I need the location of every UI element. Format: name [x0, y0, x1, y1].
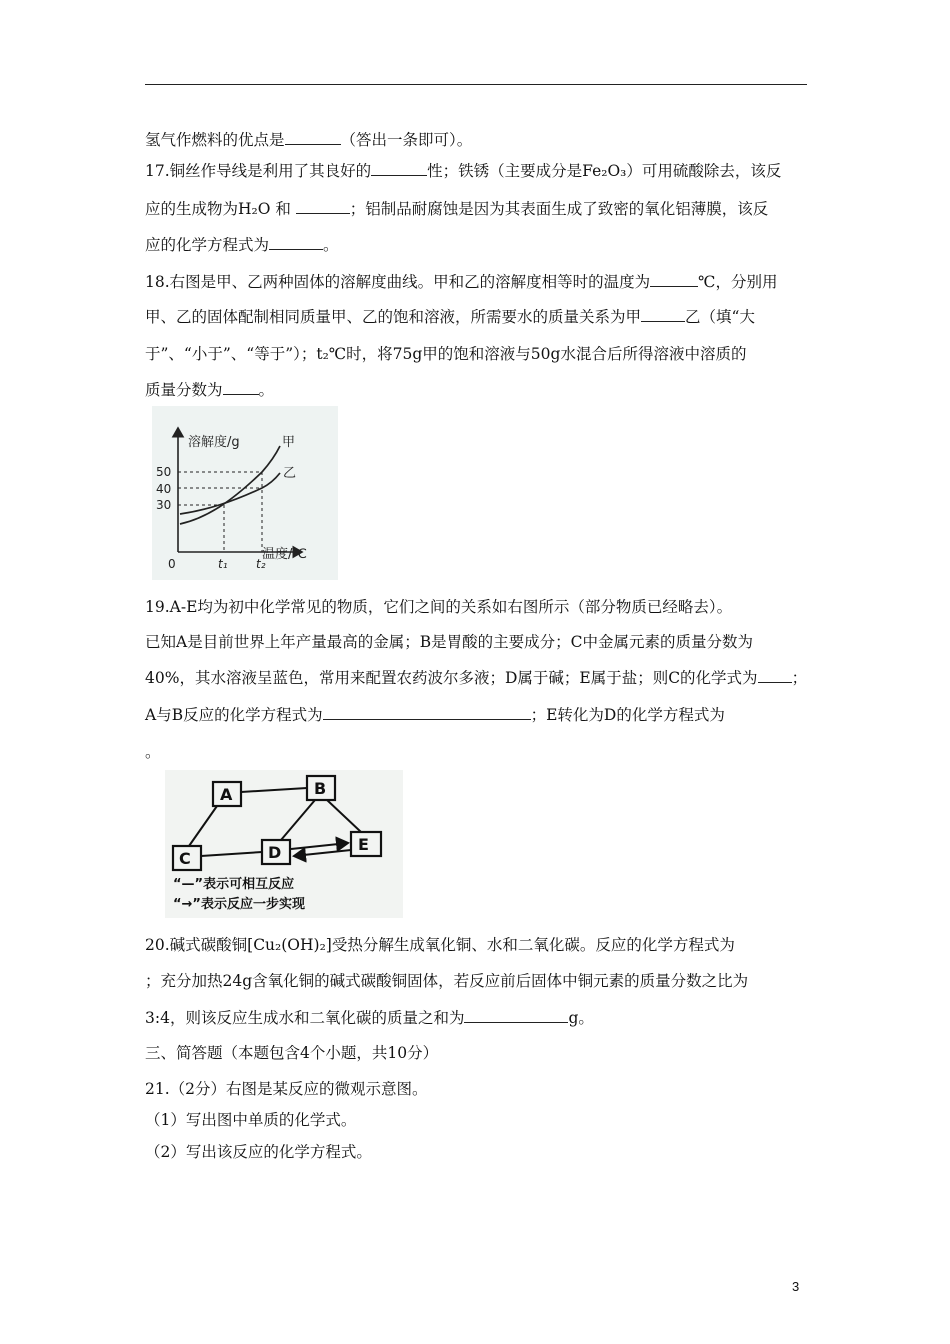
solubility-curve-figure: [152, 406, 338, 580]
y-tick-30: 30: [156, 498, 172, 512]
node-c-label: C: [179, 849, 191, 868]
answer-blank[interactable]: [650, 272, 698, 287]
answer-blank[interactable]: [285, 130, 341, 145]
question-18-line-3: 于”、“小于”、“等于”）；t₂℃时，将75g甲的饱和溶液与50g水混合后所得溶液中溶质的: [145, 345, 747, 363]
question-21-line-3: （2）写出该反应的化学方程式。: [145, 1143, 372, 1161]
question-19-line-5: 。: [145, 743, 161, 761]
answer-blank[interactable]: [223, 380, 259, 395]
node-a-label: A: [220, 785, 233, 804]
page-number: 3: [792, 1279, 800, 1294]
question-18-line-1: 18.右图是甲、乙两种固体的溶解度曲线。甲和乙的溶解度相等时的温度为 ℃，分别用: [145, 273, 778, 291]
y-axis-label: 溶解度/g: [188, 435, 240, 450]
question-19-line-2: 已知A是目前世界上年产量最高的金属；B是胃酸的主要成分；C中金属元素的质量分数为: [145, 633, 753, 651]
node-d-label: D: [268, 843, 282, 862]
question-20-line-2: ；充分加热24g含氧化铜的碱式碳酸铜固体，若反应前后固体中铜元素的质量分数之比为: [145, 972, 749, 990]
arrow-d-to-e: [291, 843, 348, 849]
link-b-e: [327, 800, 361, 832]
node-e-label: E: [358, 835, 369, 854]
series-label-yi: 乙: [283, 466, 297, 481]
question-17-line-3: 应的化学方程式为 。: [145, 236, 339, 254]
relation-diagram-svg: [165, 770, 403, 918]
text-line: 氢气作燃料的优点是 （答出一条即可）。: [145, 131, 473, 149]
link-a-c: [189, 806, 217, 846]
header-rule: [145, 84, 807, 85]
question-18-line-2: 甲、乙的固体配制相同质量甲、乙的饱和溶液，所需要水的质量关系为甲 乙（填“大: [145, 308, 755, 326]
question-19-line-3: 40%，其水溶液呈蓝色，常用来配置农药波尔多液；D属于碱；E属于盐；则C的化学式为 ；: [145, 669, 808, 687]
node-b-label: B: [314, 779, 327, 798]
answer-blank[interactable]: [296, 199, 350, 214]
x-tick-t1: t₁: [218, 557, 228, 571]
question-21-line-2: （1）写出图中单质的化学式。: [145, 1111, 357, 1129]
answer-blank[interactable]: [269, 235, 323, 250]
answer-blank[interactable]: [758, 668, 792, 683]
question-19-line-1: 19.A-E均为初中化学常见的物质，它们之间的关系如右图所示（部分物质已经略去）。: [145, 598, 733, 616]
arrow-e-to-d: [294, 850, 351, 856]
link-c-d: [201, 852, 262, 856]
solubility-curve-svg: [152, 406, 338, 580]
x-axis-label: 温度/℃: [262, 547, 307, 562]
question-19-line-4: A与B反应的化学方程式为 ；E转化为D的化学方程式为: [145, 706, 725, 724]
relation-diagram-figure: [165, 770, 403, 918]
question-20-line-1: 20.碱式碳酸铜[Cu₂(OH)₂]受热分解生成氧化铜、水和二氧化碳。反应的化学方程式为: [145, 936, 735, 954]
legend-arrow-text: “→”表示反应一步实现: [173, 897, 305, 912]
curve-yi: [180, 473, 280, 514]
question-21-line-1: 21.（2分）右图是某反应的微观示意图。: [145, 1080, 428, 1098]
question-18-line-4: 质量分数为 。: [145, 381, 275, 399]
section-3-heading: 三、简答题（本题包含4个小题，共10分）: [145, 1044, 439, 1062]
question-17-line-2: 应的生成物为H₂O 和 ；铝制品耐腐蚀是因为其表面生成了致密的氧化铝薄膜，该反: [145, 200, 769, 218]
link-a-b: [241, 788, 307, 792]
link-b-d: [281, 800, 315, 840]
answer-blank[interactable]: [464, 1008, 568, 1023]
legend-line-text: “—”表示可相互反应: [173, 877, 295, 892]
y-tick-50: 50: [156, 465, 172, 479]
x-tick-t2: t₂: [256, 557, 266, 571]
answer-blank[interactable]: [371, 161, 427, 176]
question-17-line-1: 17.铜丝作导线是利用了其良好的 性；铁锈（主要成分是Fe₂O₃）可用硫酸除去，该反: [145, 162, 782, 180]
answer-blank[interactable]: [323, 705, 531, 720]
answer-blank[interactable]: [641, 307, 685, 322]
y-tick-40: 40: [156, 482, 172, 496]
series-label-jia: 甲: [282, 435, 296, 450]
question-20-line-3: 3:4，则该反应生成水和二氧化碳的质量之和为 g。: [145, 1009, 594, 1027]
curve-jia: [180, 446, 280, 524]
origin-label: 0: [168, 557, 176, 571]
